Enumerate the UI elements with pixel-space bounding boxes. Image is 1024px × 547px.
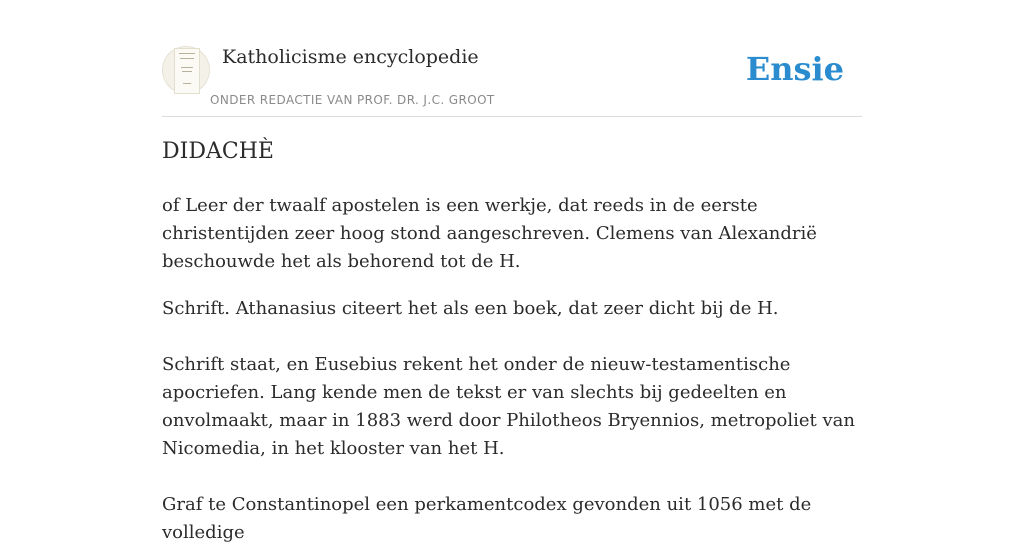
entry-paragraph: Graf te Constantinopel een perkamentcodex gevonden uit 1056 met de volledige xyxy=(162,494,812,543)
entry-content xyxy=(162,192,862,547)
site-header xyxy=(162,0,862,117)
entry-paragraph: Schrift staat, en Eusebius rekent het onder de nieuw-testamentische apocriefen. Lang kende men de tekst er van slechts bij gedeelten en onvolmaakt, maar in 1883 werd door Philotheos Bryennios, metropoliet van Nicomedia, in het klooster van het H. xyxy=(162,354,856,459)
page xyxy=(162,0,862,543)
site-title[interactable]: Katholicisme encyclopedie xyxy=(222,46,479,68)
entry-title: DIDACHÈ xyxy=(162,139,274,164)
entry-paragraph: Schrift. Athanasius citeert het als een boek, dat zeer dicht bij de H. xyxy=(162,298,779,319)
site-subtitle: ONDER REDACTIE VAN PROF. DR. J.C. GROOT xyxy=(210,93,495,107)
entry-paragraph: of Leer der twaalf apostelen is een werkje, dat reeds in de eerste christentijden zeer hoog stond aangeschreven. Clemens van Alexandrië beschouwde het als behorend tot de H. xyxy=(162,195,817,272)
book-cover-thumbnail[interactable] xyxy=(162,46,210,94)
brand-logo-link[interactable]: Ensie xyxy=(745,50,844,88)
book-cover-image xyxy=(174,48,200,94)
